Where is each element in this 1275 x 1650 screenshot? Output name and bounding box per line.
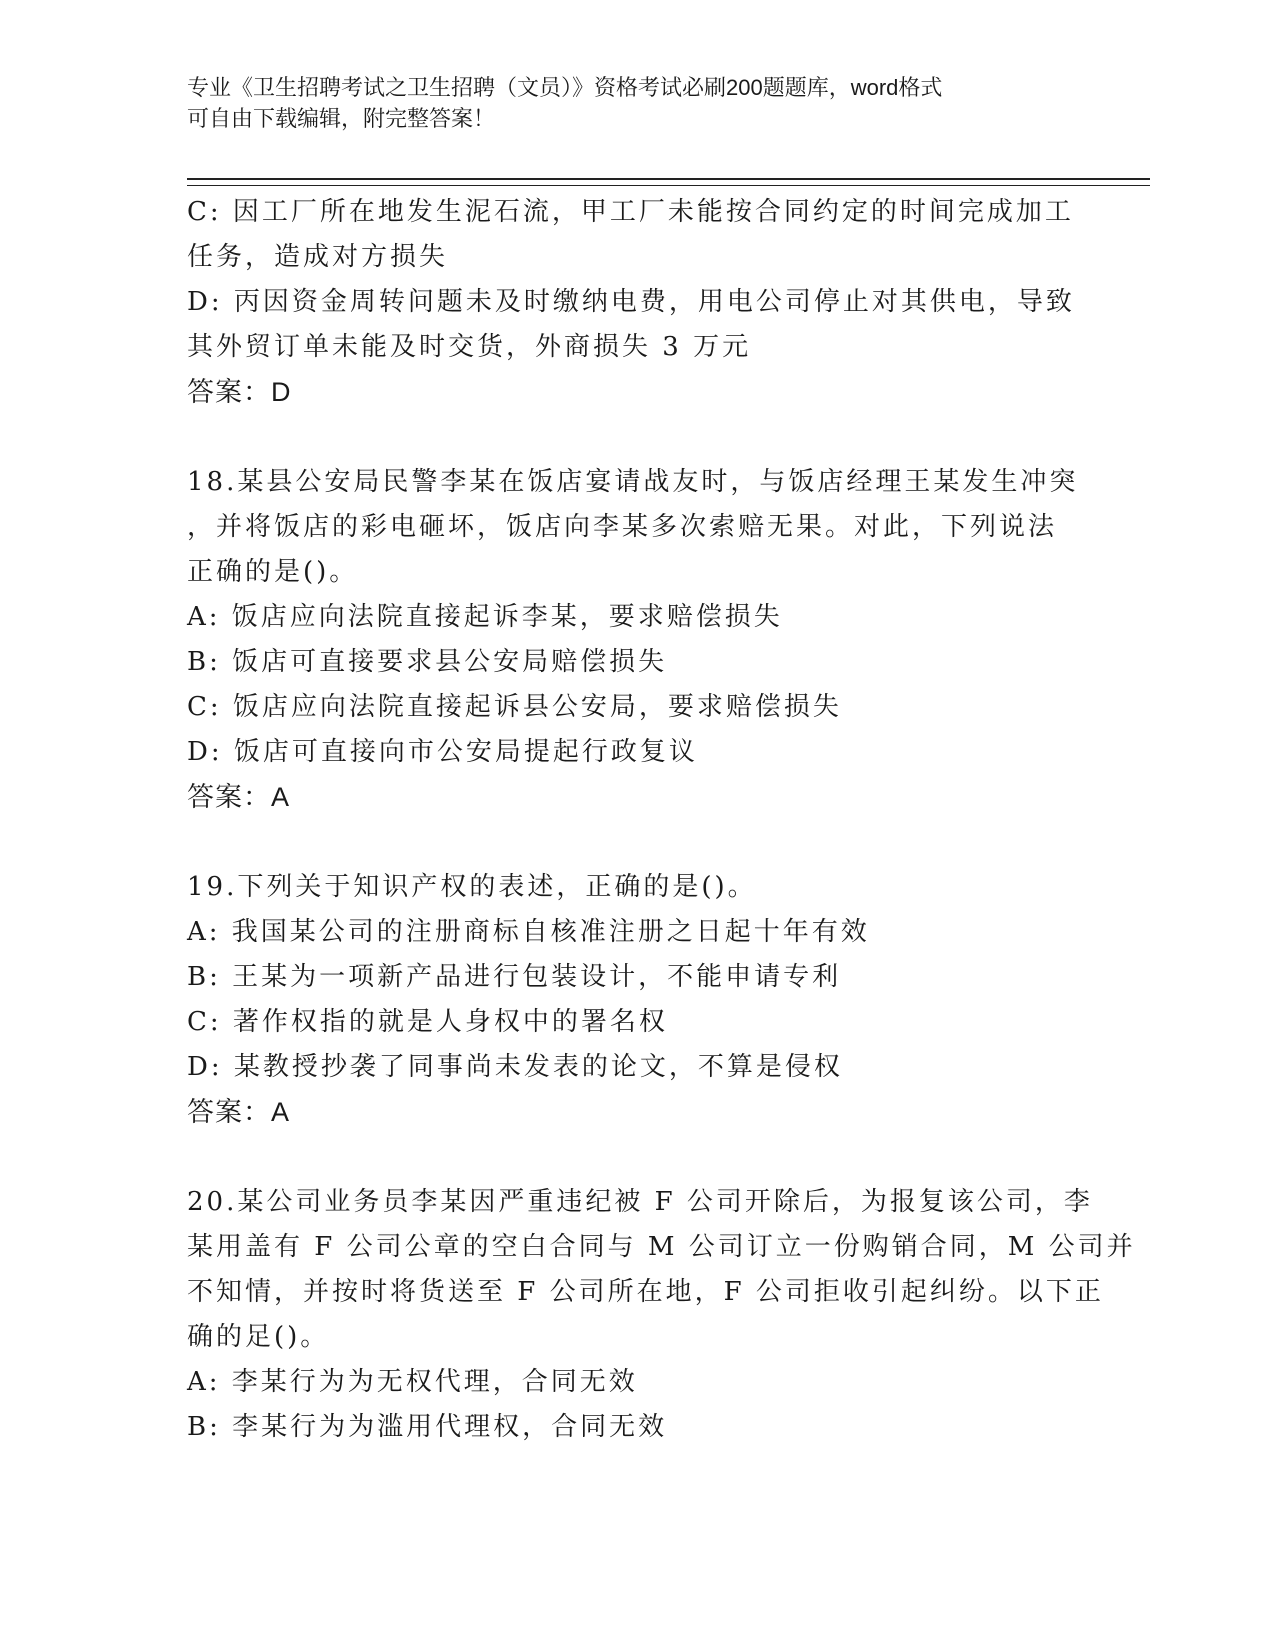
question-stem-line-1: 19.下列关于知识产权的表述，正确的是()。: [187, 872, 757, 902]
option-d: D: 某教授抄袭了同事尚未发表的论文，不算是侵权: [187, 1052, 843, 1082]
spacer: [187, 820, 1087, 865]
question-20: [187, 1180, 1136, 1450]
question-stem-line-3: 不知情，并按时将货送至 F 公司所在地，F 公司拒收引起纠纷。以下正: [187, 1277, 1104, 1307]
option-b: B: 饭店可直接要求县公安局赔偿损失: [187, 647, 668, 677]
answer-label: 答案：D: [187, 377, 292, 407]
option-d-line-1: D: 丙因资金周转问题未及时缴纳电费，用电公司停止对其供电，导致: [187, 287, 1075, 317]
question-17-tail: [187, 190, 1087, 415]
question-stem-line-2: 某用盖有 F 公司公章的空白合同与 M 公司订立一份购销合同，M 公司并: [187, 1232, 1136, 1262]
option-c: C: 著作权指的就是人身权中的署名权: [187, 1007, 668, 1037]
option-c-line-2: 任务，造成对方损失: [187, 242, 449, 272]
option-c-line-1: C: 因工厂所在地发生泥石流，甲工厂未能按合同约定的时间完成加工: [187, 197, 1074, 227]
option-a: A: 李某行为为无权代理，合同无效: [187, 1367, 638, 1397]
document-title-line-1: 专业《卫生招聘考试之卫生招聘（文员）》资格考试必刷200题题库，word格式: [187, 75, 943, 100]
header-divider: [187, 178, 1150, 186]
spacer: [187, 1135, 1087, 1180]
question-stem-line-3: 正确的是()。: [187, 557, 359, 587]
spacer: [187, 415, 1087, 460]
document-title-line-2: 可自由下载编辑，附完整答案！: [187, 106, 496, 131]
option-a: A: 饭店应向法院直接起诉李某，要求赔偿损失: [187, 602, 783, 632]
option-d-line-2: 其外贸订单未能及时交货，外商损失 3 万元: [187, 332, 752, 362]
question-content: [187, 190, 1136, 1450]
question-stem-line-2: ，并将饭店的彩电砸坏，饭店向李某多次索赔无果。对此，下列说法: [187, 512, 1058, 542]
option-a: A: 我国某公司的注册商标自核准注册之日起十年有效: [187, 917, 870, 947]
document-header: [187, 72, 1087, 134]
option-b: B: 王某为一项新产品进行包装设计，不能申请专利: [187, 962, 842, 992]
answer-label: 答案：A: [187, 1097, 291, 1127]
answer-label: 答案：A: [187, 782, 291, 812]
question-stem-line-1: 18.某县公安局民警李某在饭店宴请战友时，与饭店经理王某发生冲突: [187, 467, 1079, 497]
question-18: [187, 460, 1087, 820]
option-d: D: 饭店可直接向市公安局提起行政复议: [187, 737, 698, 767]
question-stem-line-4: 确的足()。: [187, 1322, 330, 1352]
option-c: C: 饭店应向法院直接起诉县公安局，要求赔偿损失: [187, 692, 842, 722]
option-b: B: 李某行为为滥用代理权，合同无效: [187, 1412, 668, 1442]
question-19: [187, 865, 1087, 1135]
question-stem-line-1: 20.某公司业务员李某因严重违纪被 F 公司开除后，为报复该公司，李: [187, 1187, 1093, 1217]
